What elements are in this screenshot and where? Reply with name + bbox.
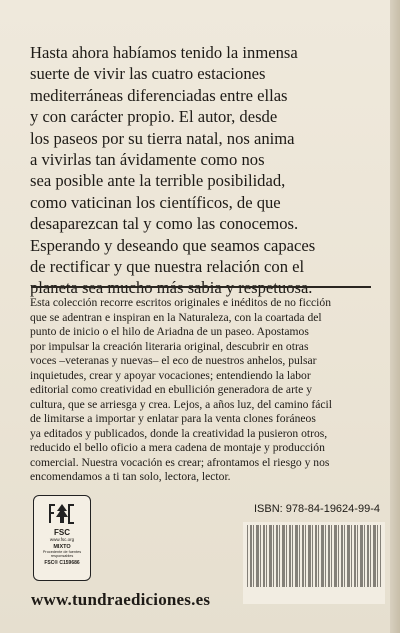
intro-line: Hasta ahora habíamos tenido la inmensa <box>30 43 298 62</box>
fsc-url: www.fsc.org <box>49 537 75 542</box>
collection-line: por impulsar la creación literaria original, descubrir en otras <box>30 339 309 353</box>
cover-edge <box>390 0 400 633</box>
collection-paragraph <box>30 296 374 485</box>
collection-line: voces –veteranas y nuevas– el eco de nuestros anhelos, pulsar <box>30 354 317 367</box>
intro-line: sea posible ante la terrible posibilidad, <box>30 171 286 191</box>
fsc-label: FSC <box>54 528 70 537</box>
intro-line: desaparezcan tal y como las conocemos. <box>30 214 299 234</box>
collection-line: de limitarse a importar y enlatar para la venta clones foráneos <box>30 412 316 425</box>
intro-line: como vaticinan los científicos, de que <box>30 192 281 212</box>
collection-line: editorial como creatividad en ebullición generadora de arte y <box>30 383 312 396</box>
isbn-number: ISBN: 978-84-19624-99-4 <box>254 503 380 515</box>
intro-paragraph <box>30 42 374 299</box>
intro-line: los paseos por su tierra natal, nos anima <box>30 128 295 148</box>
intro-line: mediterráneas diferenciadas entre ellas <box>30 85 288 105</box>
intro-line: Esperando y deseando que seamos capaces <box>30 235 316 255</box>
intro-line: de rectificar y que nuestra relación con el <box>30 257 305 277</box>
fsc-code: FSC® C159686 <box>44 559 80 566</box>
collection-line: comercial. Nuestra vocación es crear; afrontamos el riesgo y nos <box>30 455 330 469</box>
collection-line: ya editados y publicados, donde la creatividad la pusieron otros, <box>30 426 328 440</box>
collection-line: inquietudes, crear y apoyar vocaciones; entendiendo la labor <box>30 368 311 382</box>
fsc-source: Procedente de fuentes responsables <box>42 550 82 559</box>
intro-line: y con carácter propio. El autor, desde <box>30 107 278 127</box>
publisher-website: www.tundraediciones.es <box>31 590 211 609</box>
intro-line: a vivirlas tan ávidamente como nos <box>30 150 265 170</box>
collection-line: cultura, que se arriesga y crea. Lejos, a años luz, del camino fácil <box>30 397 332 411</box>
collection-line: Esta colección recorre escritos originales e inéditos de no ficción <box>30 296 331 309</box>
section-divider <box>31 286 371 288</box>
collection-line: reducido el bello oficio a mera cadena de montaje y producción <box>30 441 325 454</box>
collection-line: que se adentran e inspiran en la Naturaleza, con la coartada del <box>30 310 322 324</box>
collection-line: punto de inicio o el hilo de Ariadna de un paseo. Apostamos <box>30 325 309 338</box>
intro-line: suerte de vivir las cuatro estaciones <box>30 64 266 84</box>
fsc-mix: MIXTO <box>53 544 71 550</box>
fsc-certification-badge <box>33 495 91 581</box>
fsc-tree-icon <box>47 501 77 527</box>
collection-line: encomendamos a ti tan solo, lectora, lector. <box>30 470 231 483</box>
barcode <box>247 525 381 587</box>
